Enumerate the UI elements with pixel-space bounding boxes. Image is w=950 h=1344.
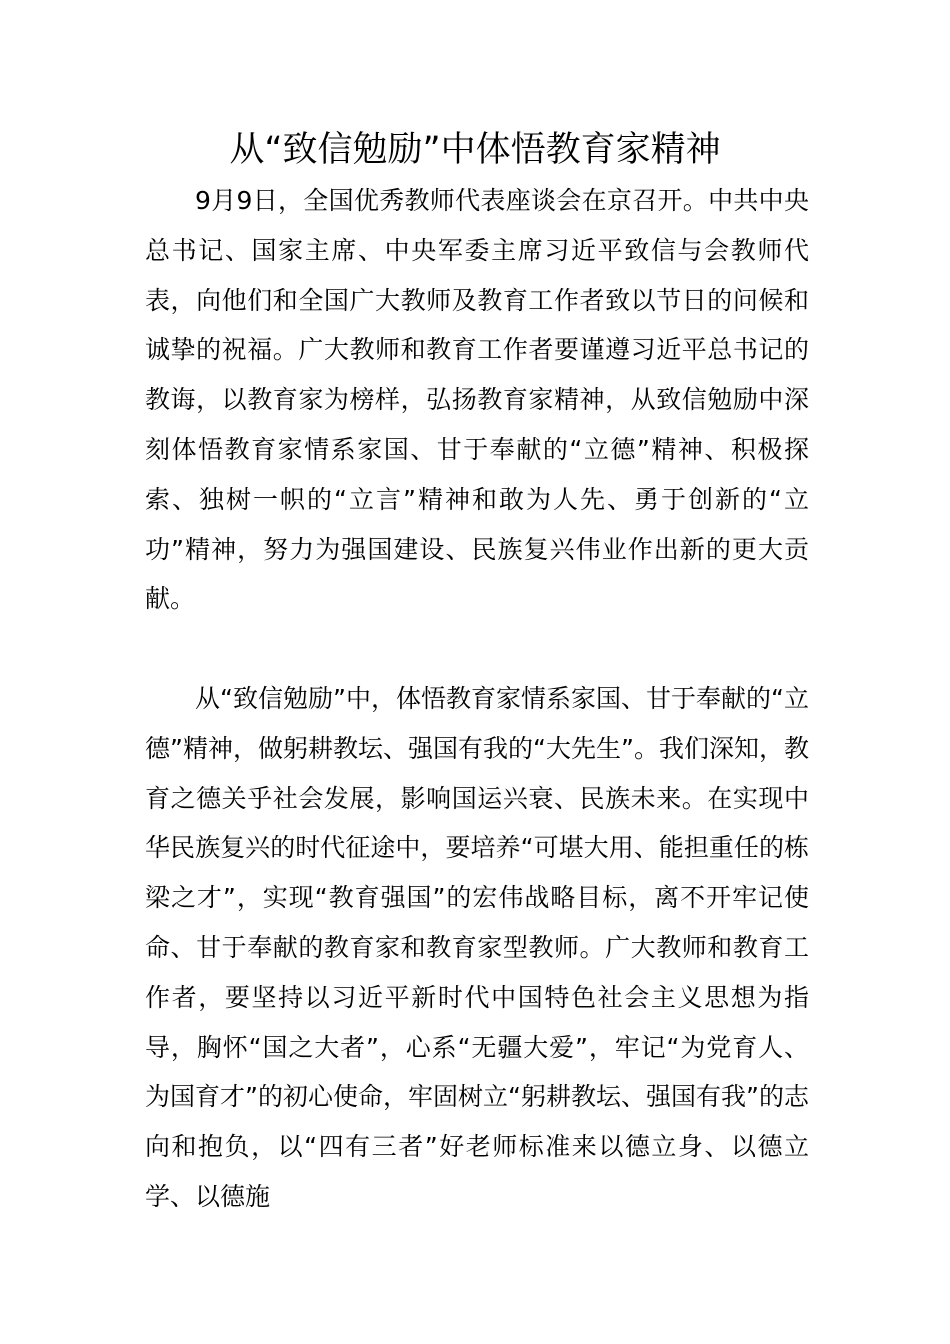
- paragraph-1: 9月9日，全国优秀教师代表座谈会在京召开。中共中央总书记、国家主席、中央军委主席习近平致信与会教师代表，向他们和全国广大教师及教育工作者致以节日的问候和诚挚的祝福。广大教师和教育工作者要谨遵习近平总书记的教诲，以教育家为榜样，弘扬教育家精神，从致信勉励中深刻体悟教育家情系家国、甘于奉献的“立德”精神、积极探索、独树一帜的“立言”精神和敢为人先、勇于创新的“立功”精神，努力为强国建设、民族复兴伟业作出新的更大贡献。: [145, 186, 809, 614]
- document-title: 从“致信勉励”中体悟教育家精神: [229, 130, 721, 170]
- paragraph-2: 从“致信勉励”中，体悟教育家情系家国、甘于奉献的“立德”精神，做躬耕教坛、强国有我的“大先生”。我们深知，教育之德关乎社会发展，影响国运兴衰、民族未来。在实现中华民族复兴的时代征途中，要培养“可堪大用、能担重任的栋梁之才”，实现“教育强国”的宏伟战略目标，离不开牢记使命、甘于奉献的教育家和教育家型教师。广大教师和教育工作者，要坚持以习近平新时代中国特色社会主义思想为指导，胸怀“国之大者”，心系“无疆大爱”，牢记“为党育人、为国育才”的初心使命，牢固树立“躬耕教坛、强国有我”的志向和抱负，以“四有三者”好老师标准来以德立身、以德立学、以德施: [145, 684, 809, 1211]
